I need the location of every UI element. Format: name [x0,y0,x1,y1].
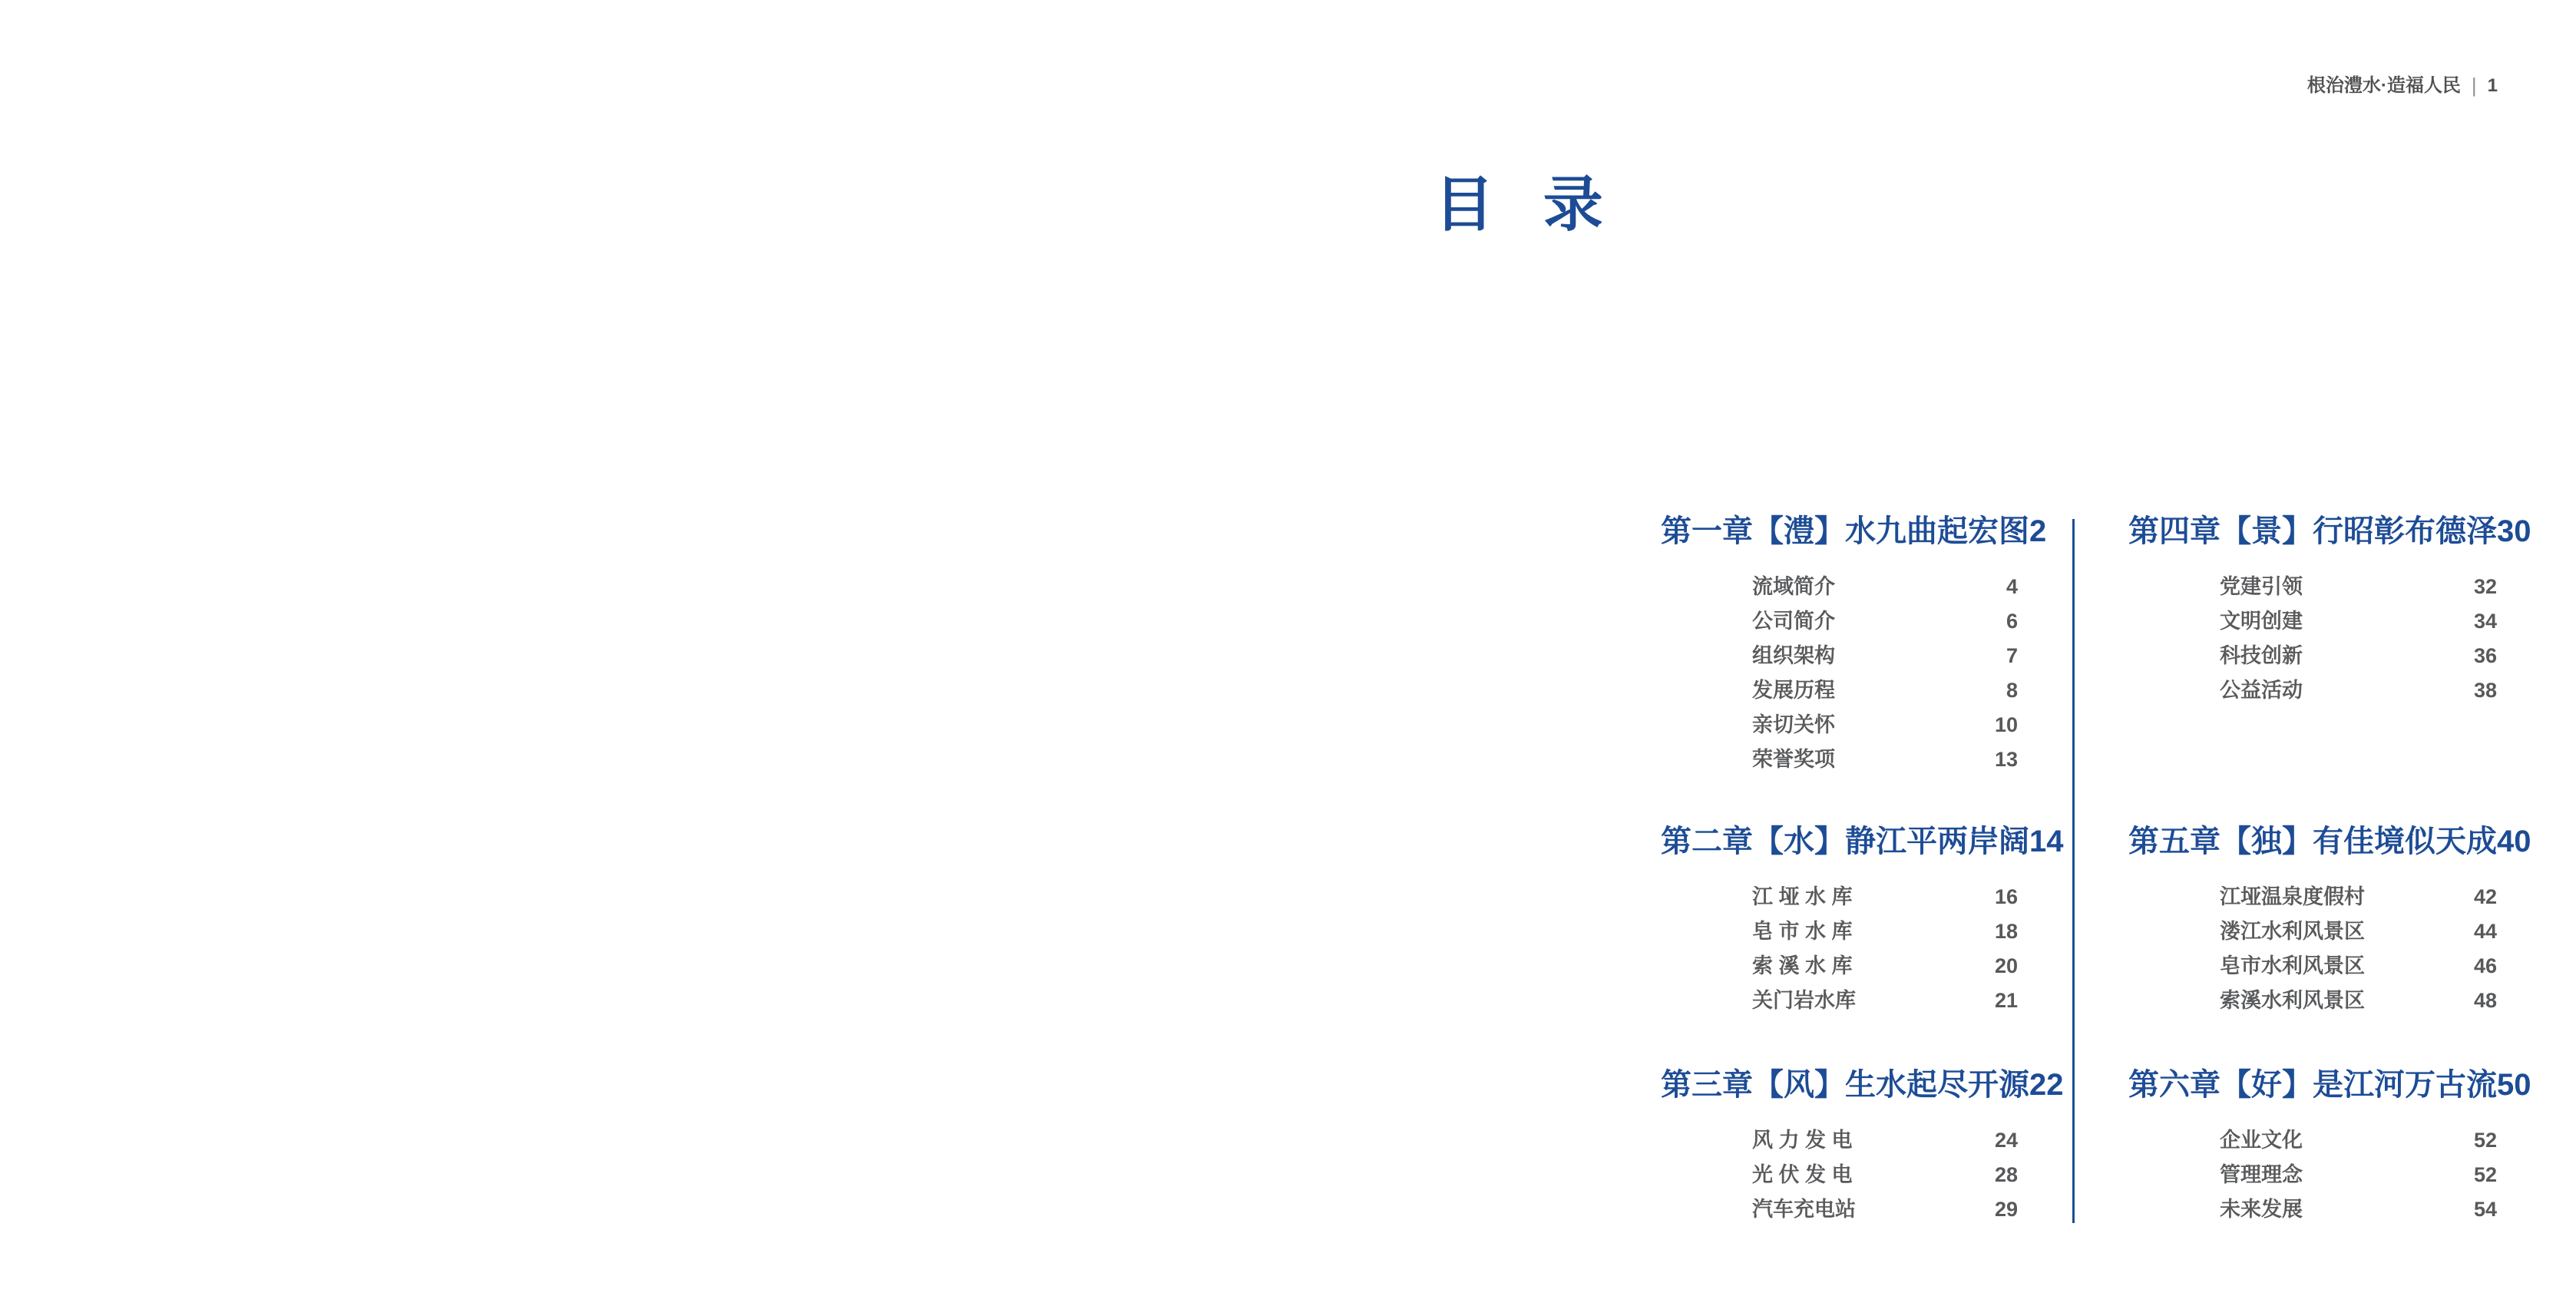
chapter-page-number: 2 [2029,514,2047,548]
item-page-number: 16 [1994,885,2018,908]
item-label: 科技创新 [2220,644,2303,667]
toc-item [1661,914,2018,949]
item-page-number: 20 [1994,954,2018,977]
item-label: 荣誉奖项 [1752,748,1835,771]
toc-item [2128,1158,2497,1192]
chapter-number-label: 第三章 [1661,1068,1753,1102]
item-label: 文明创建 [2220,610,2303,633]
chapter-heading [2128,1066,2531,1103]
item-page-number: 36 [2473,644,2497,667]
chapter-block-6 [2128,1066,2531,1227]
chapter-title: 【独】有佳境似天成 [2221,825,2497,858]
item-page-number: 13 [1994,748,2018,771]
chapter-item-list [2128,570,2497,708]
item-page-number: 32 [2473,575,2497,598]
toc-item [1661,949,2018,984]
chapter-title: 【风】生水起尽开源 [1753,1068,2029,1102]
item-label: 江垭温泉度假村 [2220,885,2365,908]
chapter-page-number: 40 [2497,825,2531,858]
item-page-number: 18 [1994,920,2018,943]
chapter-title: 【水】静江平两岸阔 [1753,825,2029,858]
chapter-block-4 [2128,513,2531,708]
item-page-number: 6 [2006,610,2018,633]
chapter-block-3 [1661,1066,2064,1227]
item-page-number: 38 [2473,679,2497,702]
chapter-number-label: 第六章 [2128,1068,2221,1102]
chapter-heading [1661,1066,2064,1103]
page-title: 目 录 [1434,170,1619,238]
item-label: 亲切关怀 [1752,713,1835,736]
toc-item [2128,1192,2497,1227]
toc-item [2128,984,2497,1018]
item-label: 风 力 发 电 [1752,1129,1853,1152]
item-label: 组织架构 [1752,644,1835,667]
item-page-number: 44 [2473,920,2497,943]
item-label: 皂市水利风景区 [2220,954,2365,977]
item-label: 公司简介 [1752,610,1835,633]
item-label: 索溪水利风景区 [2220,989,2365,1012]
item-label: 索 溪 水 库 [1752,954,1853,977]
item-page-number: 54 [2473,1198,2497,1221]
item-label: 汽车充电站 [1752,1198,1856,1221]
chapter-heading [2128,513,2531,550]
item-page-number: 48 [2473,989,2497,1012]
header-brand-text: 根治澧水·造福人民 [2306,75,2461,96]
item-page-number: 28 [1994,1163,2018,1186]
chapter-title: 【好】是江河万古流 [2221,1068,2497,1102]
item-page-number: 8 [2006,679,2018,702]
chapter-page-number: 22 [2029,1068,2064,1102]
chapter-title: 【澧】水九曲起宏图 [1753,514,2029,548]
item-page-number: 29 [1994,1198,2018,1221]
item-page-number: 46 [2473,954,2497,977]
chapter-block-2 [1661,823,2064,1018]
toc-item [1661,708,2018,742]
item-label: 企业文化 [2220,1129,2303,1152]
item-page-number: 7 [2006,644,2018,667]
chapter-block-1 [1661,513,2047,777]
toc-item [2128,949,2497,984]
chapter-page-number: 14 [2029,825,2064,858]
item-label: 管理理念 [2220,1163,2303,1186]
item-label: 党建引领 [2220,575,2303,598]
column-divider [2072,519,2075,1223]
item-label: 光 伏 发 电 [1752,1163,1853,1186]
toc-item [1661,639,2018,673]
toc-item [1661,984,2018,1018]
item-label: 江 垭 水 库 [1752,885,1853,908]
chapter-item-list [1661,1123,2018,1227]
toc-item [2128,639,2497,673]
item-label: 公益活动 [2220,679,2303,702]
chapter-item-list [2128,1123,2497,1227]
toc-item [1661,1123,2018,1158]
toc-item [2128,1123,2497,1158]
chapter-number-label: 第五章 [2128,825,2221,858]
chapter-heading [1661,823,2064,860]
item-label: 未来发展 [2220,1198,2303,1221]
toc-item [1661,673,2018,708]
item-label: 发展历程 [1752,679,1835,702]
toc-item [1661,570,2018,604]
toc-item [2128,914,2497,949]
chapter-heading [2128,823,2531,860]
chapter-title: 【景】行昭彰布德泽 [2221,514,2497,548]
item-page-number: 42 [2473,885,2497,908]
item-page-number: 52 [2473,1163,2497,1186]
item-page-number: 4 [2006,575,2018,598]
chapter-item-list [1661,880,2018,1018]
item-label: 流域简介 [1752,575,1835,598]
chapter-heading [1661,513,2047,550]
item-page-number: 10 [1994,713,2018,736]
toc-column-right [2128,0,2531,1306]
chapter-page-number: 50 [2497,1068,2531,1102]
toc-item [2128,880,2497,914]
chapter-number-label: 第二章 [1661,825,1753,858]
chapter-number-label: 第一章 [1661,514,1753,548]
toc-item [1661,604,2018,639]
item-page-number: 34 [2473,610,2497,633]
toc-column-left [1661,0,2064,1306]
header-separator: | [2471,74,2477,97]
chapter-block-5 [2128,823,2531,1018]
chapter-page-number: 30 [2497,514,2531,548]
chapter-number-label: 第四章 [2128,514,2221,548]
toc-item [1661,880,2018,914]
item-label: 关门岩水库 [1752,989,1856,1012]
item-label: 溇江水利风景区 [2220,920,2365,943]
item-page-number: 21 [1994,989,2018,1012]
toc-item [2128,604,2497,639]
chapter-item-list [2128,880,2497,1018]
toc-item [2128,673,2497,708]
item-page-number: 24 [1994,1129,2018,1152]
toc-item [1661,1192,2018,1227]
item-page-number: 52 [2473,1129,2497,1152]
toc-item [2128,570,2497,604]
chapter-item-list [1661,570,2018,777]
header-page-number: 1 [2487,75,2498,96]
toc-item [1661,1158,2018,1192]
toc-item [1661,742,2018,777]
item-label: 皂 市 水 库 [1752,920,1853,943]
